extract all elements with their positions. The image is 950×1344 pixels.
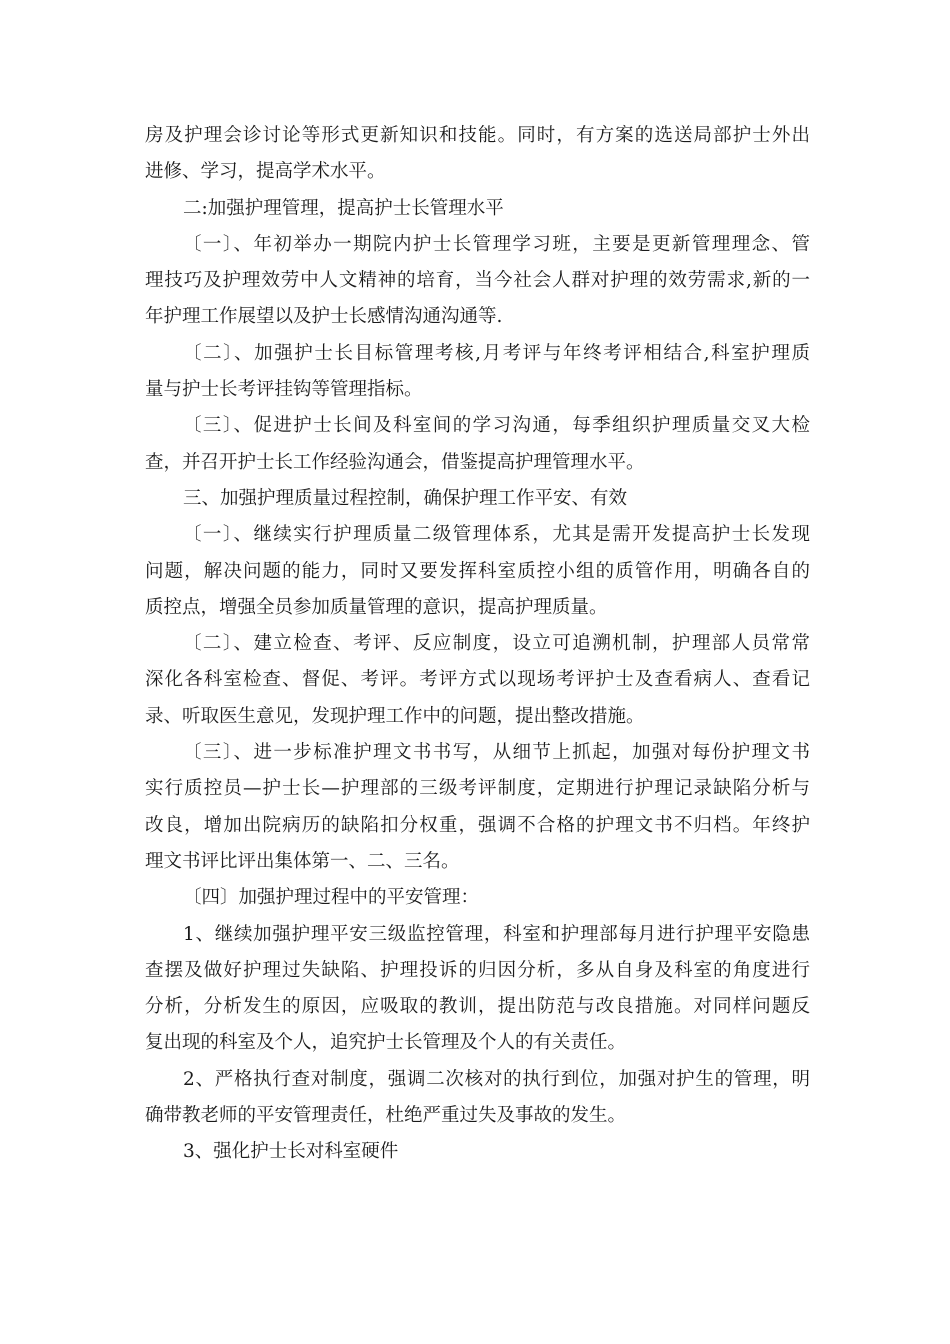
text-line: 进修、学习，提高学术水平。 <box>145 161 386 183</box>
text-line: 房及护理会诊讨论等形式更新知识和技能。同时，有方案的选送局部护士外出 <box>145 125 810 146</box>
text-line: 1、继续加强护理平安三级监控管理，科室和护理部每月进行护理平安隐患 <box>183 923 810 945</box>
text-line: 问题，解决问题的能力，同时又要发挥科室质控小组的质管作用，明确各自的 <box>145 560 810 582</box>
text-line: 查摆及做好护理过失缺陷、护理投诉的归因分析，多从自身及科室的角度进行 <box>145 959 810 981</box>
text-line: 确带教老师的平安管理责任，杜绝严重过失及事故的发生。 <box>145 1105 627 1127</box>
text-line: 录、听取医生意见，发现护理工作中的问题，提出整改措施。 <box>145 705 645 727</box>
text-line: 二:加强护理管理，提高护士长管理水平 <box>183 197 504 219</box>
text-line: 三、加强护理质量过程控制，确保护理工作平安、有效 <box>183 487 628 509</box>
text-line: 查，并召开护士长工作经验沟通会，借鉴提高护理管理水平。 <box>145 451 645 473</box>
text-line: 深化各科室检查、督促、考评。考评方式以现场考评护士及查看病人、查看记 <box>145 669 810 691</box>
text-line: 〔三〕、进一步标准护理文书书写，从细节上抓起，加强对每份护理文书 <box>183 742 810 764</box>
text-line: 〔二〕、建立检查、考评、反应制度，设立可追溯机制，护理部人员常常 <box>183 633 810 655</box>
text-line: 改良，增加出院病历的缺陷扣分权重，强调不合格的护理文书不归档。年终护 <box>145 814 810 836</box>
text-line: 量与护士长考评挂钩等管理指标。 <box>145 379 423 401</box>
text-line: 理文书评比评出集体第一、二、三名。 <box>145 850 460 872</box>
text-line: 〔一〕、继续实行护理质量二级管理体系，尤其是需开发提高护士长发现 <box>183 524 810 546</box>
text-line: 2、严格执行查对制度，强调二次核对的执行到位，加强对护生的管理，明 <box>183 1068 810 1090</box>
text-line: 〔四〕加强护理过程中的平安管理： <box>183 887 480 909</box>
text-line: 理技巧及护理效劳中人文精神的培育，当今社会人群对护理的效劳需求,新的一 <box>145 270 810 292</box>
text-line: 质控点，增强全员参加质量管理的意识，提高护理质量。 <box>145 596 608 618</box>
text-line: 复出现的科室及个人，追究护士长管理及个人的有关责任。 <box>145 1032 627 1054</box>
text-line: 分析，分析发生的原因，应吸取的教训，提出防范与改良措施。对同样问题反 <box>145 996 810 1018</box>
text-line: 〔一〕、年初举办一期院内护士长管理学习班，主要是更新管理理念、管 <box>183 233 810 255</box>
text-line: 3、强化护士长对科室硬件 <box>183 1141 399 1163</box>
text-line: 〔三〕、促进护士长间及科室间的学习沟通，每季组织护理质量交叉大检 <box>183 415 810 437</box>
document-body <box>145 118 810 1171</box>
text-line: 年护理工作展望以及护士长感情沟通沟通等. <box>145 306 503 328</box>
text-line: 实行质控员—护士长—护理部的三级考评制度，定期进行护理记录缺陷分析与 <box>145 778 810 800</box>
text-line: 〔二〕、加强护士长目标管理考核,月考评与年终考评相结合,科室护理质 <box>183 342 810 364</box>
